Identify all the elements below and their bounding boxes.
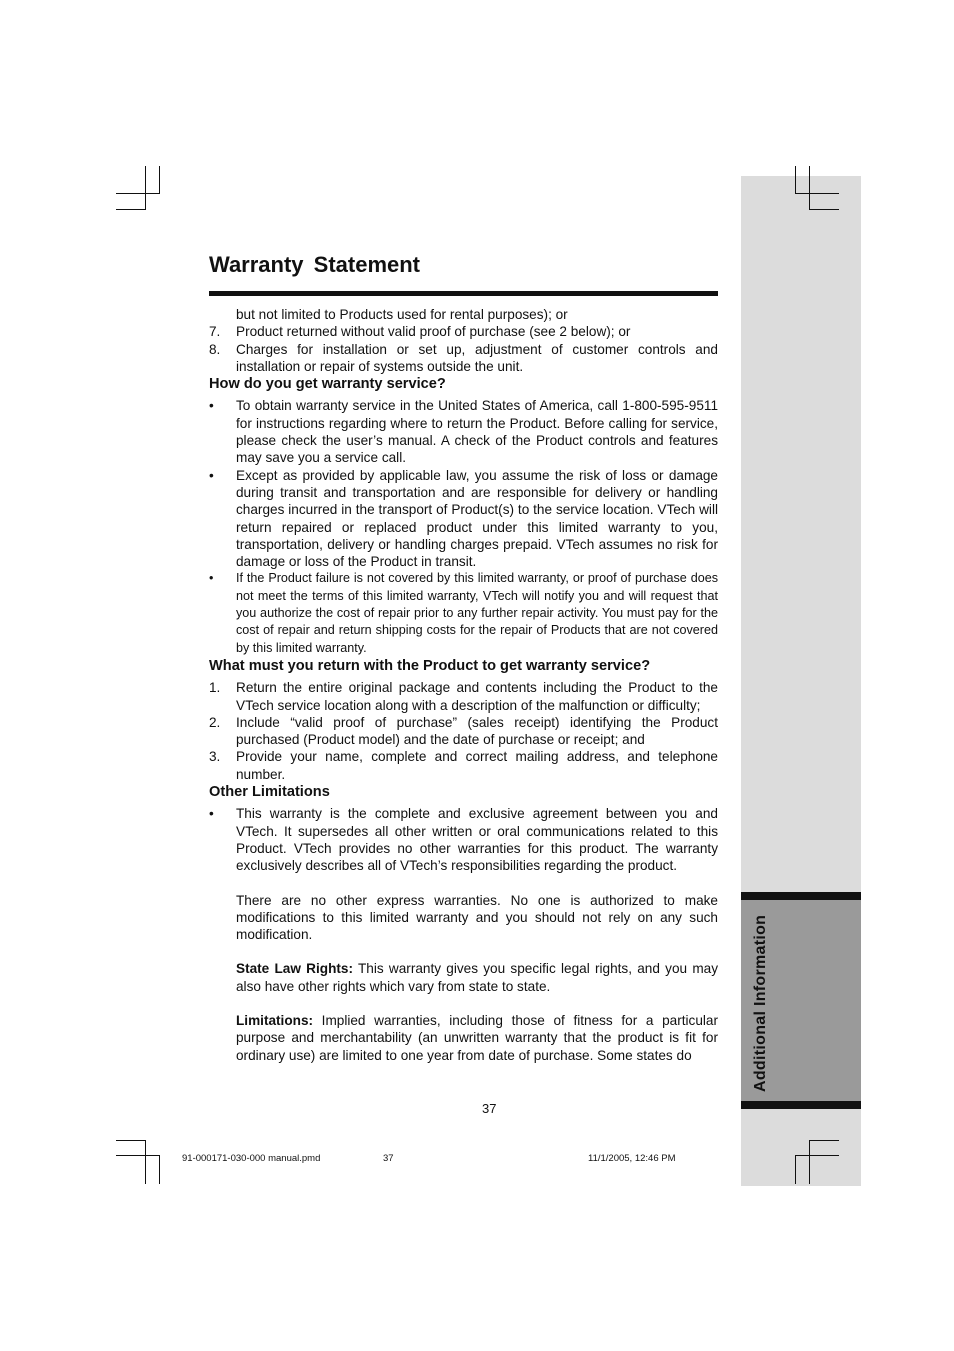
crop-mark-bottom-left-h1 xyxy=(116,1140,146,1141)
continuation-text: but not limited to Products used for rental purposes); or xyxy=(236,307,568,322)
list-item-text: Charges for installation or set up, adjustment of customer controls and installation or repair of systems outside the unit. xyxy=(236,341,718,374)
crop-mark-bottom-right-h2 xyxy=(795,1155,839,1156)
list-item-text: To obtain warranty service in the United States of America, call 1-800-595-9511 for instructions regarding where to return the Product. Before calling for service, please check the user’s manual. A check of the Product controls and features may save you a service call. xyxy=(236,398,718,466)
list-item xyxy=(209,467,718,571)
list-item xyxy=(209,805,718,874)
paragraph-limitations xyxy=(209,1012,718,1064)
list-item xyxy=(209,748,718,783)
crop-mark-bottom-right-v1 xyxy=(809,1140,810,1184)
sidebar-section-label: Additional Information xyxy=(752,914,769,1092)
crop-mark-top-right-h2 xyxy=(809,209,839,210)
crop-mark-bottom-right-h1 xyxy=(809,1140,839,1141)
bullet-marker: • xyxy=(209,398,214,414)
list-item xyxy=(209,397,718,466)
list-item-text: If the Product failure is not covered by this limited warranty, or proof of purchase does not meet the terms of this limited warranty, VTech will notify you and will request that you authorize the cost of repair prior to any further repair activity. You must pay for the cost of repair and return shipping costs for the repair of Products that are not covered by this limited warranty. xyxy=(236,571,718,655)
crop-mark-top-left-h1 xyxy=(116,193,160,194)
list-item-text: Provide your name, complete and correct mailing address, and telephone number. xyxy=(236,749,718,782)
section-heading-other-limitations: Other Limitations xyxy=(209,784,330,801)
list-marker: 8. xyxy=(209,341,221,357)
crop-mark-top-right-v2 xyxy=(809,166,810,210)
list-marker: 3. xyxy=(209,749,221,765)
crop-mark-bottom-right-v2 xyxy=(795,1155,796,1184)
footer-filename: 91-000171-030-000 manual.pmd xyxy=(182,1153,321,1164)
list-item-text: Include “valid proof of purchase” (sales receipt) identifying the Product purchased (Product model) and the date of purchase or receipt; and xyxy=(236,714,718,748)
section-heading-service: How do you get warranty service? xyxy=(209,376,446,393)
paragraph-state-law-rights xyxy=(209,960,718,995)
state-law-rights-text: This warranty gives you specific legal rights, and you may also have other rights which vary from state to state. xyxy=(236,961,718,994)
footer-date: 11/1/2005, 12:46 PM xyxy=(588,1153,676,1164)
paragraph-gap xyxy=(209,995,718,1012)
page-number: 37 xyxy=(482,1101,497,1116)
list-marker: 1. xyxy=(209,680,221,696)
crop-mark-bottom-left-h2 xyxy=(116,1155,160,1156)
limitations-label: Limitations: xyxy=(236,1012,314,1028)
limitations-text: Implied warranties, including those of fitness for a particular purpose and merchantability (an unwritten warranty that the product is fit for ordinary use) are limited to one year from date of purchase. Some states do xyxy=(236,1012,718,1063)
page-title: Warranty Statement xyxy=(209,252,421,277)
list-marker: 2. xyxy=(209,714,221,730)
list-item xyxy=(209,679,718,714)
paragraph-no-express-warranties: There are no other express warranties. No one is authorized to make modifications to this limited warranty and you should not rely on any such modification. xyxy=(236,892,718,943)
title-rule xyxy=(209,291,718,296)
list-item-text: Return the entire original package and contents including the Product to the VTech service location along with a description of the malfunction or difficulty; xyxy=(236,680,718,713)
paragraph-gap xyxy=(209,943,718,960)
bullet-marker: • xyxy=(209,467,214,483)
paragraph-complete-agreement: This warranty is the complete and exclusive agreement between you and VTech. It supersedes all other written or oral communications related to this Product. VTech provides no other warranties for this product. The warranty exclusively describes all of VTech’s responsibilities regarding the product. xyxy=(236,806,718,874)
list-item xyxy=(209,570,718,656)
bullet-marker: • xyxy=(209,806,214,822)
crop-mark-top-left-v1 xyxy=(145,166,146,210)
list-item xyxy=(209,341,718,376)
crop-mark-top-left-v2 xyxy=(159,166,160,194)
list-item-text: Except as provided by applicable law, you assume the risk of loss or damage during transit and transportation and are responsible for delivery or handling charges incurred in the transport of Product(s) to the service location. VTech will return repaired or replaced product under this limited warranty to you, transportation, delivery or handling charges prepaid. VTech assumes no risk for damage or loss of the Product in transit. xyxy=(236,467,718,570)
list-item-text: Product returned without valid proof of purchase (see 2 below); or xyxy=(236,324,631,340)
crop-mark-top-right-v1 xyxy=(795,166,796,194)
footer-page: 37 xyxy=(383,1153,394,1164)
crop-mark-bottom-left-v1 xyxy=(145,1140,146,1184)
section-heading-return: What must you return with the Product to get warranty service? xyxy=(209,657,651,674)
paragraph-gap xyxy=(209,875,718,892)
crop-mark-top-left-h2 xyxy=(116,209,146,210)
crop-mark-top-right-h1 xyxy=(795,193,839,194)
warranty-body xyxy=(209,306,718,1064)
list-item xyxy=(209,323,718,340)
crop-mark-bottom-left-v2 xyxy=(159,1155,160,1184)
list-item xyxy=(209,714,718,749)
bullet-marker: • xyxy=(209,571,214,586)
state-law-rights-label: State Law Rights: xyxy=(236,961,353,977)
list-marker: 7. xyxy=(209,324,221,340)
